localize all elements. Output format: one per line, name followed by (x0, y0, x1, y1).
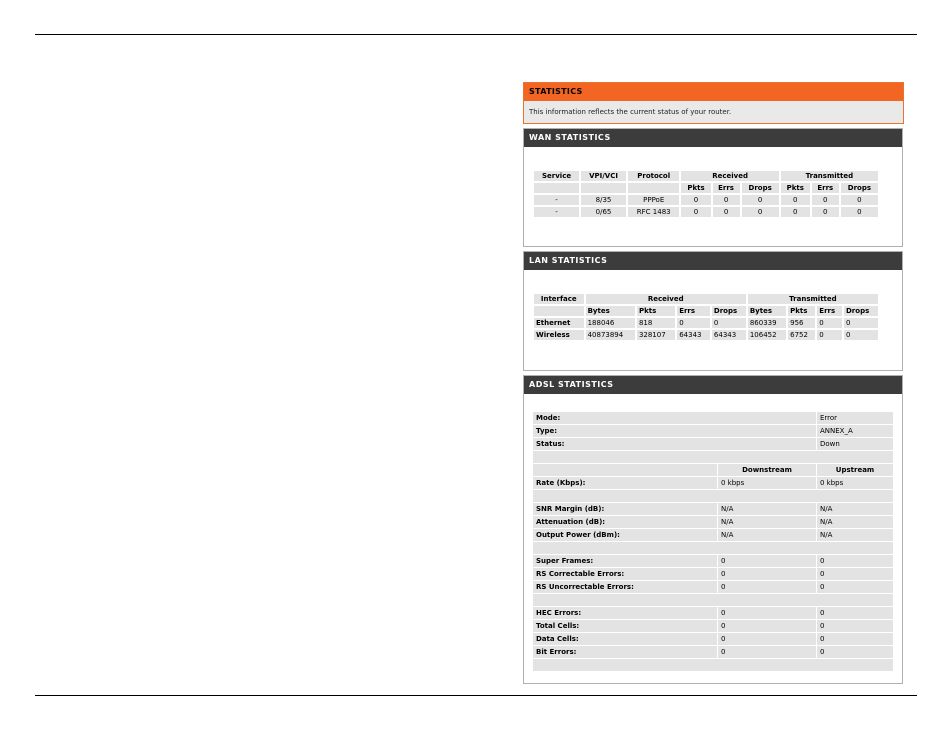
table-row (534, 207, 878, 217)
spacer-row (533, 594, 893, 606)
cell-service: - (534, 207, 579, 217)
wan-statistics-title: WAN STATISTICS (524, 129, 902, 147)
data-cells-down: 0 (718, 633, 816, 645)
cell-tx-pkts: 0 (781, 207, 810, 217)
blank-cell (534, 306, 584, 316)
hec-errors-down: 0 (718, 607, 816, 619)
spacer-row (533, 490, 893, 502)
cell-rx-errs: 64343 (677, 330, 710, 340)
col-interface: Interface (534, 294, 584, 304)
super-frames-down: 0 (718, 555, 816, 567)
spacer-row (533, 542, 893, 554)
super-frames-label: Super Frames: (533, 555, 717, 567)
cell-rx-bytes: 188046 (586, 318, 635, 328)
adsl-statistics-table (532, 411, 894, 672)
cell-protocol: PPPoE (628, 195, 680, 205)
col-service: Service (534, 171, 579, 181)
table-row (534, 330, 878, 340)
table-row (533, 581, 893, 593)
table-row (533, 516, 893, 528)
cell-tx-drops: 0 (844, 318, 878, 328)
snr-up: N/A (817, 503, 893, 515)
total-cells-down: 0 (718, 620, 816, 632)
statistics-intro-panel (523, 82, 904, 124)
cell-rx-errs: 0 (677, 318, 710, 328)
col-received: Received (681, 171, 778, 181)
spacer-row (533, 451, 893, 463)
lan-statistics-title: LAN STATISTICS (524, 252, 902, 270)
cell-vpi-vci: 8/35 (581, 195, 626, 205)
rs-uncorrectable-down: 0 (718, 581, 816, 593)
upstream-header: Upstream (817, 464, 893, 476)
blank-cell (628, 183, 680, 193)
downstream-header: Downstream (718, 464, 816, 476)
type-value: ANNEX_A (817, 425, 893, 437)
rs-correctable-label: RS Correctable Errors: (533, 568, 717, 580)
wan-statistics-panel (523, 128, 903, 247)
rs-correctable-down: 0 (718, 568, 816, 580)
col-vpi-vci: VPI/VCI (581, 171, 626, 181)
cell-tx-pkts: 0 (781, 195, 810, 205)
rs-uncorrectable-label: RS Uncorrectable Errors: (533, 581, 717, 593)
lan-statistics-panel (523, 251, 903, 371)
total-cells-up: 0 (817, 620, 893, 632)
col-tx-errs: Errs (812, 183, 839, 193)
lan-statistics-table (532, 292, 880, 342)
cell-tx-pkts: 956 (788, 318, 815, 328)
top-rule (35, 34, 917, 35)
adsl-statistics-panel (523, 375, 903, 684)
cell-rx-pkts: 0 (681, 195, 710, 205)
data-cells-up: 0 (817, 633, 893, 645)
cell-tx-errs: 0 (812, 207, 839, 217)
col-rx-errs: Errs (713, 183, 740, 193)
col-transmitted: Transmitted (781, 171, 878, 181)
rs-uncorrectable-up: 0 (817, 581, 893, 593)
table-row (533, 529, 893, 541)
output-power-down: N/A (718, 529, 816, 541)
attenuation-down: N/A (718, 516, 816, 528)
snr-down: N/A (718, 503, 816, 515)
table-row (533, 607, 893, 619)
adsl-statistics-title: ADSL STATISTICS (524, 376, 902, 394)
wan-statistics-table (532, 169, 880, 219)
cell-rx-bytes: 40873894 (586, 330, 635, 340)
bit-errors-up: 0 (817, 646, 893, 658)
col-rx-bytes: Bytes (586, 306, 635, 316)
table-row (533, 646, 893, 658)
col-rx-drops: Drops (712, 306, 746, 316)
spacer-row (533, 659, 893, 671)
cell-service: - (534, 195, 579, 205)
bottom-rule (35, 695, 917, 696)
col-tx-pkts: Pkts (781, 183, 810, 193)
blank-cell (533, 464, 717, 476)
snr-label: SNR Margin (dB): (533, 503, 717, 515)
table-row (533, 568, 893, 580)
col-tx-drops: Drops (844, 306, 878, 316)
blank-cell (534, 183, 579, 193)
attenuation-label: Attenuation (dB): (533, 516, 717, 528)
cell-interface: Wireless (534, 330, 584, 340)
statistics-description: This information reflects the current status of your router. (524, 101, 903, 123)
bit-errors-down: 0 (718, 646, 816, 658)
cell-tx-pkts: 6752 (788, 330, 815, 340)
cell-rx-pkts: 818 (637, 318, 675, 328)
type-label: Type: (533, 425, 816, 437)
cell-rx-pkts: 328107 (637, 330, 675, 340)
cell-rx-pkts: 0 (681, 207, 710, 217)
cell-rx-errs: 0 (713, 195, 740, 205)
cell-rx-drops: 64343 (712, 330, 746, 340)
output-power-up: N/A (817, 529, 893, 541)
cell-rx-drops: 0 (742, 195, 779, 205)
bit-errors-label: Bit Errors: (533, 646, 717, 658)
table-row (533, 412, 893, 424)
col-rx-pkts: Pkts (637, 306, 675, 316)
cell-rx-drops: 0 (742, 207, 779, 217)
table-row (533, 503, 893, 515)
col-rx-pkts: Pkts (681, 183, 710, 193)
col-protocol: Protocol (628, 171, 680, 181)
blank-cell (581, 183, 626, 193)
hec-errors-up: 0 (817, 607, 893, 619)
output-power-label: Output Power (dBm): (533, 529, 717, 541)
rs-correctable-up: 0 (817, 568, 893, 580)
cell-interface: Ethernet (534, 318, 584, 328)
cell-rx-errs: 0 (713, 207, 740, 217)
table-row (534, 195, 878, 205)
table-row (534, 318, 878, 328)
mode-value: Error (817, 412, 893, 424)
rate-up: 0 kbps (817, 477, 893, 489)
statistics-title: STATISTICS (524, 83, 903, 101)
cell-tx-bytes: 860339 (748, 318, 786, 328)
table-row (533, 633, 893, 645)
status-value: Down (817, 438, 893, 450)
mode-label: Mode: (533, 412, 816, 424)
rate-label: Rate (Kbps): (533, 477, 717, 489)
cell-tx-drops: 0 (844, 330, 878, 340)
table-row (533, 438, 893, 450)
table-row (533, 464, 893, 476)
cell-tx-errs: 0 (812, 195, 839, 205)
table-row (533, 555, 893, 567)
col-tx-bytes: Bytes (748, 306, 786, 316)
cell-tx-errs: 0 (817, 318, 842, 328)
col-rx-errs: Errs (677, 306, 710, 316)
col-transmitted: Transmitted (748, 294, 878, 304)
rate-down: 0 kbps (718, 477, 816, 489)
hec-errors-label: HEC Errors: (533, 607, 717, 619)
table-row (533, 425, 893, 437)
super-frames-up: 0 (817, 555, 893, 567)
data-cells-label: Data Cells: (533, 633, 717, 645)
cell-tx-errs: 0 (817, 330, 842, 340)
total-cells-label: Total Cells: (533, 620, 717, 632)
col-tx-pkts: Pkts (788, 306, 815, 316)
cell-protocol: RFC 1483 (628, 207, 680, 217)
table-row (533, 477, 893, 489)
table-row (533, 620, 893, 632)
cell-vpi-vci: 0/65 (581, 207, 626, 217)
cell-tx-drops: 0 (841, 195, 878, 205)
cell-tx-bytes: 106452 (748, 330, 786, 340)
status-label: Status: (533, 438, 816, 450)
col-tx-drops: Drops (841, 183, 878, 193)
col-received: Received (586, 294, 746, 304)
attenuation-up: N/A (817, 516, 893, 528)
col-rx-drops: Drops (742, 183, 779, 193)
cell-rx-drops: 0 (712, 318, 746, 328)
cell-tx-drops: 0 (841, 207, 878, 217)
col-tx-errs: Errs (817, 306, 842, 316)
